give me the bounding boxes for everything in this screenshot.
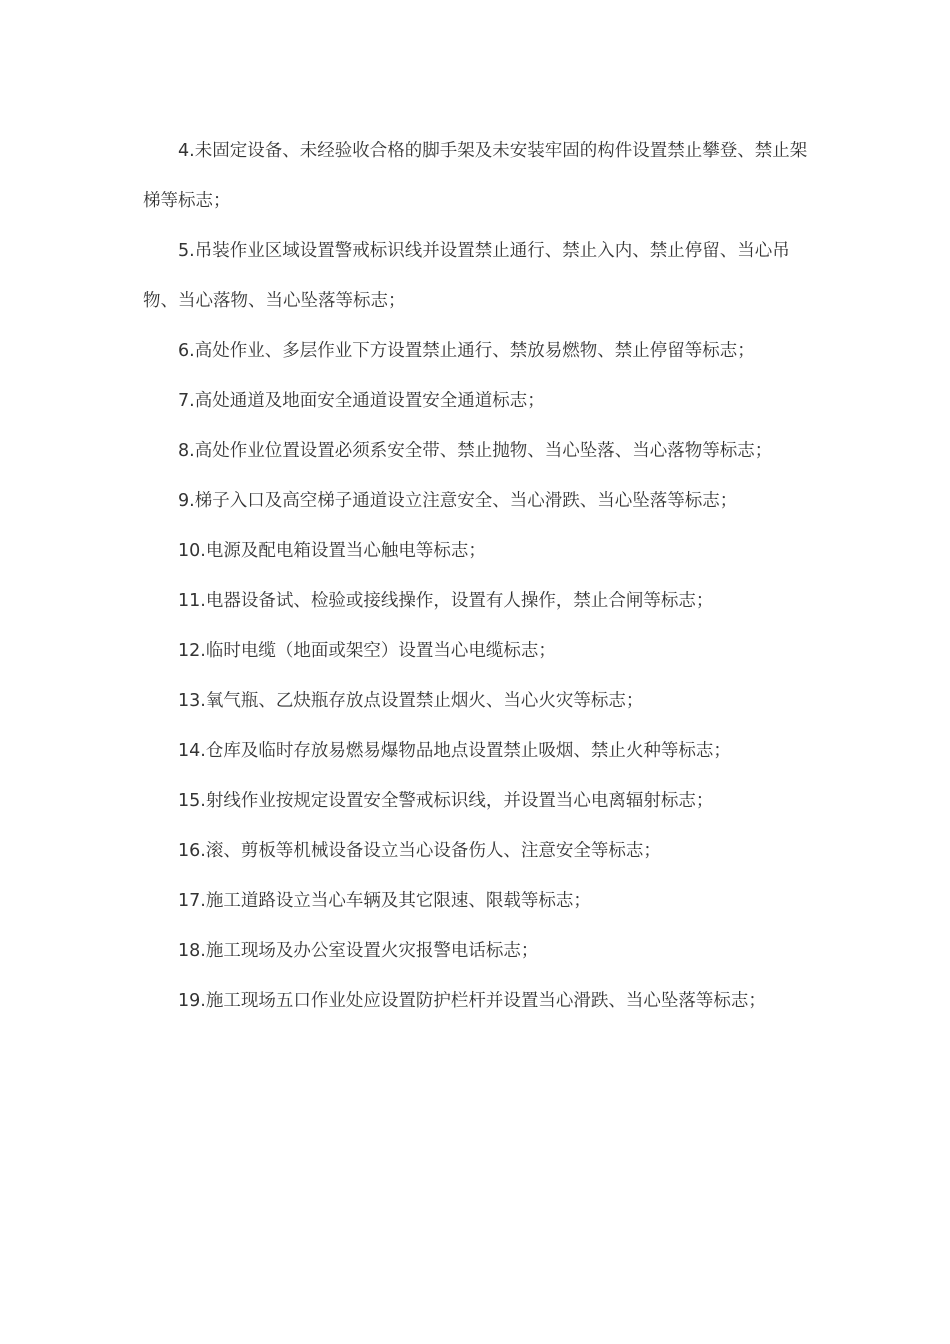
list-item: 4.未固定设备、未经验收合格的脚手架及未安装牢固的构件设置禁止攀登、禁止架梯等标志； — [143, 141, 808, 211]
list-item: 5.吊装作业区域设置警戒标识线并设置禁止通行、禁止入内、禁止停留、当心吊物、当心落物、当心坠落等标志； — [143, 241, 790, 311]
list-item: 6.高处作业、多层作业下方设置禁止通行、禁放易燃物、禁止停留等标志； — [178, 341, 755, 361]
list-item: 14.仓库及临时存放易燃易爆物品地点设置禁止吸烟、禁止火种等标志； — [178, 741, 731, 761]
list-item: 15.射线作业按规定设置安全警戒标识线，并设置当心电离辐射标志； — [178, 791, 714, 811]
list-item: 8.高处作业位置设置必须系安全带、禁止抛物、当心坠落、当心落物等标志； — [178, 441, 773, 461]
list-item: 9.梯子入口及高空梯子通道设立注意安全、当心滑跌、当心坠落等标志； — [178, 491, 738, 511]
list-item: 16.滚、剪板等机械设备设立当心设备伤人、注意安全等标志； — [178, 841, 661, 861]
list-item: 18.施工现场及办公室设置火灾报警电话标志； — [178, 941, 539, 961]
list-item: 19.施工现场五口作业处应设置防护栏杆并设置当心滑跌、当心坠落等标志； — [178, 991, 766, 1011]
list-item: 17.施工道路设立当心车辆及其它限速、限载等标志； — [178, 891, 591, 911]
list-item: 11.电器设备试、检验或接线操作，设置有人操作，禁止合闸等标志； — [178, 591, 714, 611]
list-item: 13.氧气瓶、乙炔瓶存放点设置禁止烟火、当心火灾等标志； — [178, 691, 644, 711]
document-body — [143, 126, 809, 1026]
list-item: 12.临时电缆（地面或架空）设置当心电缆标志； — [178, 641, 556, 661]
list-item: 7.高处通道及地面安全通道设置安全通道标志； — [178, 391, 545, 411]
list-item: 10.电源及配电箱设置当心触电等标志； — [178, 541, 486, 561]
